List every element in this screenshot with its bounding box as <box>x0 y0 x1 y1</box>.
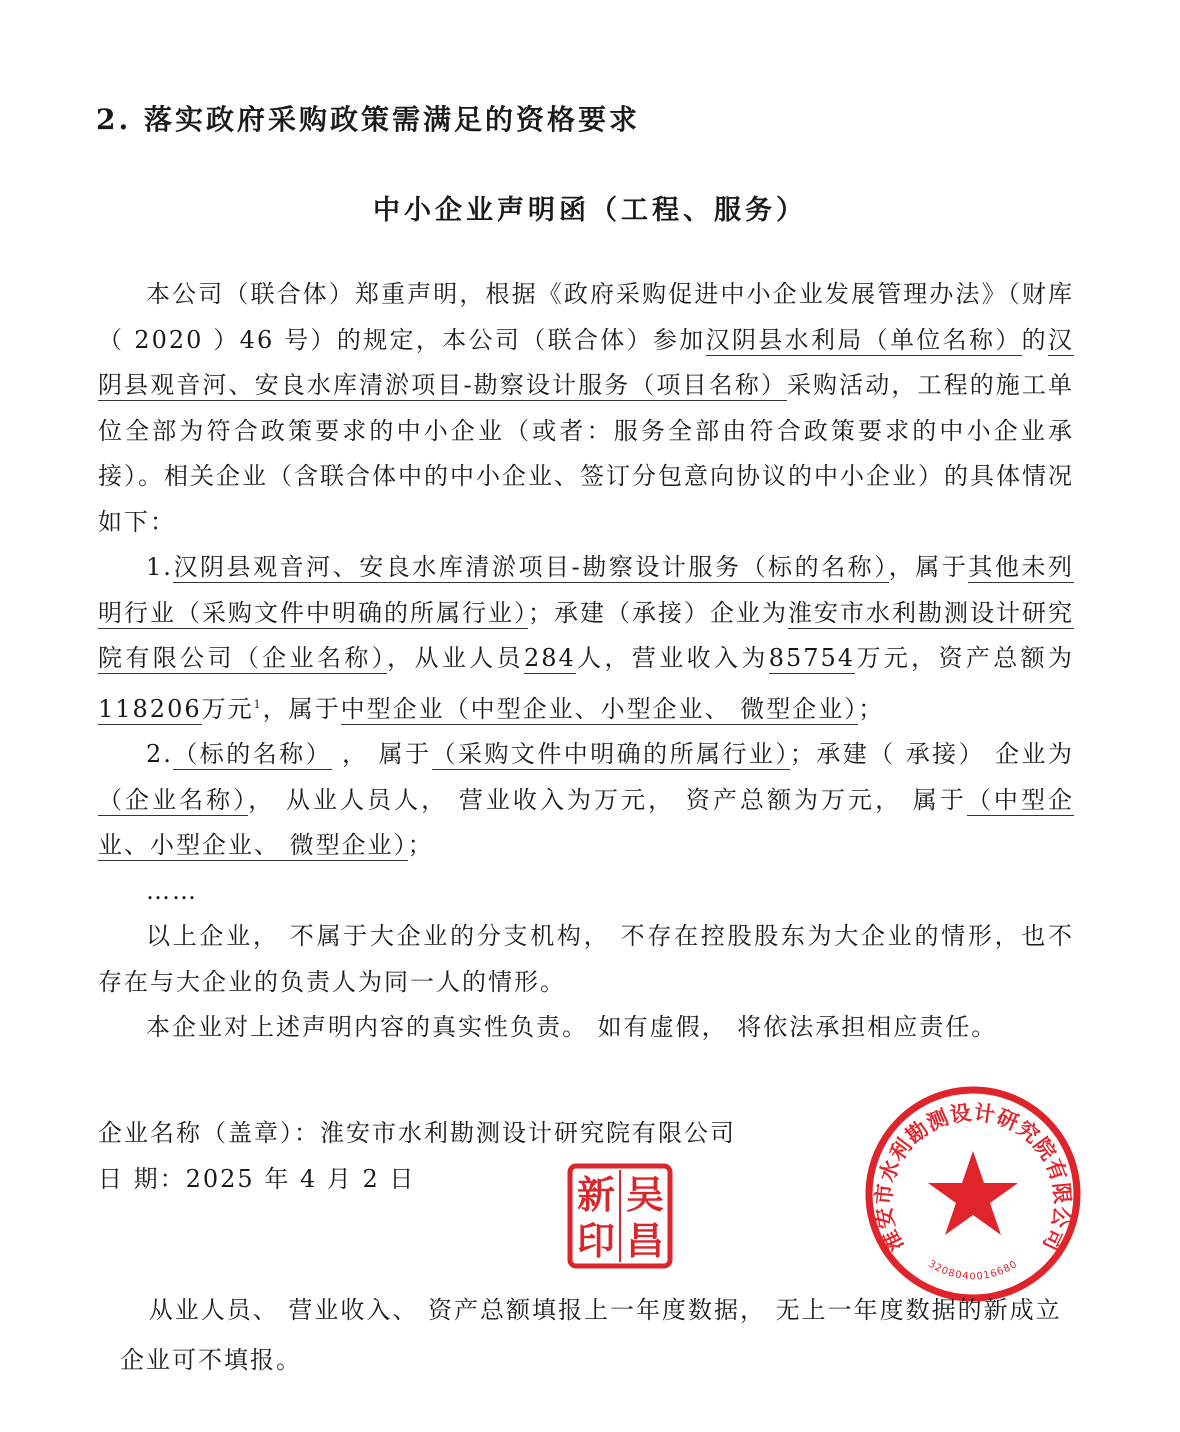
personal-seal <box>566 1162 674 1270</box>
item1-employees: 284 <box>523 644 576 672</box>
buyer-name: 汉阴县水利局（单位名称） <box>705 325 1022 354</box>
intro-text: 本公司（联合体）郑重声明，根据《政府采购促进中小企业发展管理办法》（财库（ 2020 ）46 号）的规定，本公司（联合体）参加 <box>98 280 1074 354</box>
item-text: 万元 <box>201 694 254 723</box>
item-number: 2. <box>146 740 173 768</box>
item1-size: 中型企业（中型企业、小型企业、 微型企业） <box>340 694 859 723</box>
item-number: 1. <box>146 553 173 581</box>
item2-size: （中型企业、小型企业、 微型企业） <box>98 785 1075 859</box>
intro-paragraph <box>98 272 1074 545</box>
date-line: 日 期：2025 年 4 月 2 日 <box>98 1165 416 1193</box>
star-icon <box>928 1151 1018 1235</box>
item1-industry: 其他未列明行业（采购文件中明确的所属行业） <box>98 553 1075 627</box>
seal-code: 3208040016680 <box>926 1258 1020 1283</box>
statement-responsibility: 本企业对上述声明内容的真实性负责。 如有虚假， 将依法承担相应责任。 <box>146 1013 998 1041</box>
item-text: 万元，资产总额为 <box>855 644 1075 672</box>
svg-text:3208040016680 <box>926 1259 1020 1283</box>
item-text: ，从业人员 <box>387 644 524 672</box>
seal-char: 昌 <box>625 1218 665 1263</box>
seal-char: 吴 <box>625 1172 665 1217</box>
item-text: ，属于 <box>262 694 341 723</box>
item-text: ； <box>858 694 885 723</box>
item-text: ，属于 <box>888 553 969 581</box>
enterprise-item-1 <box>98 545 1074 732</box>
seal-company-name: 淮安市水利勘测设计研究院有限公司 <box>870 1099 1076 1256</box>
statement-not-branch: 以上企业， 不属于大企业的分支机构， 不存在控股股东为大企业的情形，也不存在与大企业的负责人为同一人的情形。 <box>98 922 1074 996</box>
item-text: ， 从业人员人， 营业收入为万元， 资产总额为万元， 属于 <box>248 785 967 814</box>
intro-text: 采购活动，工程的施工单位全部为符合政策要求的中小企业（或者：服务全部由符合政策要求的中小企业承接）。相关企业（含联合体中的中小企业、签订分包意向协议的中小企业）的具体情况如下： <box>98 371 1075 536</box>
item1-subject: 汉阴县观音河、安良水库清淤项目-勘察设计服务（标的名称） <box>172 553 889 581</box>
item-text: ， 属于 <box>332 740 432 768</box>
document-title: 中小企业声明函（工程、服务） <box>373 195 807 226</box>
enterprise-item-2 <box>98 732 1074 869</box>
seal-char: 新 <box>576 1172 616 1217</box>
item2-subject: （标的名称） <box>172 740 333 768</box>
seal-char: 印 <box>576 1218 616 1263</box>
project-name: 汉阴县观音河、安良水库清淤项目-勘察设计服务（项目名称） <box>98 325 1075 399</box>
item-text: 人，营业收入为 <box>575 644 769 672</box>
footnote-marker: 1 <box>253 697 263 711</box>
footnote <box>120 1285 1070 1385</box>
item-text: ；承建（ 承接） 企业为 <box>789 740 1075 768</box>
item1-company: 淮安市水利勘测设计研究院有限公司（企业名称） <box>98 598 1074 672</box>
item-text: ；承建（承接）企业为 <box>528 598 788 627</box>
intro-text: 的 <box>1021 325 1049 354</box>
item2-industry: （采购文件中明确的所属行业） <box>431 740 790 768</box>
item-text: ； <box>407 831 434 859</box>
company-name-line: 企业名称（盖章）：淮安市水利勘测设计研究院有限公司 <box>98 1119 736 1147</box>
ellipsis: …… <box>146 876 198 905</box>
item2-company: （企业名称） <box>98 785 249 814</box>
item1-assets: 118206 <box>98 694 202 723</box>
item1-revenue: 85754 <box>768 644 856 672</box>
company-seal <box>862 1083 1084 1305</box>
footnote-line: 从业人员、 营业收入、 资产总额填报上一年度数据， 无上一年度数据的新成立企业可不填报。 <box>120 1296 1062 1374</box>
declaration-body <box>98 272 1074 1051</box>
section-heading: 2. 落实政府采购政策需满足的资格要求 <box>96 103 640 136</box>
